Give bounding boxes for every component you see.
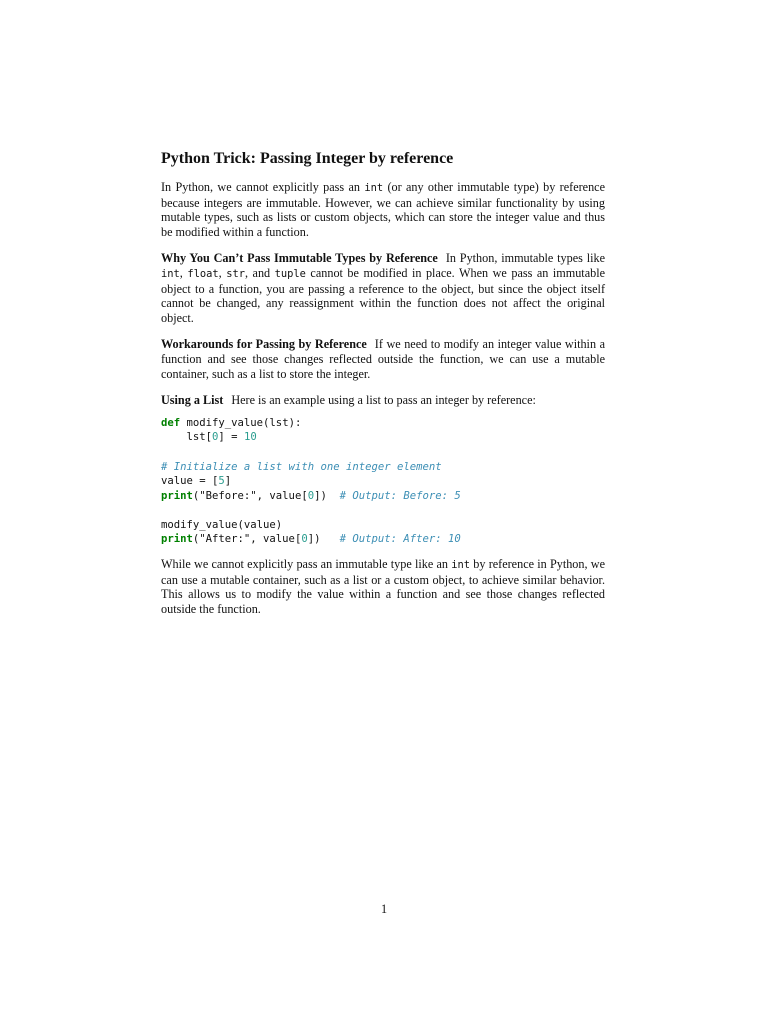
code-number: 10: [243, 431, 257, 444]
inline-code-int: int: [161, 267, 180, 280]
page-number: 1: [380, 902, 388, 916]
code-line-3: [161, 445, 605, 460]
code-text: ]): [307, 533, 340, 546]
code-comment: # Initialize a list with one integer element: [161, 460, 442, 473]
code-text: lst[: [161, 431, 213, 444]
inline-code-tuple: tuple: [274, 267, 306, 280]
code-number: 0: [212, 431, 219, 444]
section-heading-using-list: Using a List: [161, 393, 224, 408]
separator: ,: [179, 265, 188, 280]
code-line-7: [161, 503, 605, 518]
code-comment: # Output: Before: 5: [339, 489, 461, 502]
intro-paragraph: [161, 180, 605, 239]
code-keyword: print: [161, 533, 193, 546]
code-number: 0: [301, 533, 308, 546]
code-text: ("Before:", value[: [192, 489, 308, 502]
code-text: ] =: [218, 431, 244, 444]
inline-code-str: str: [226, 267, 245, 280]
code-text: modify_value(lst):: [180, 416, 302, 429]
code-text: ]): [314, 489, 340, 502]
section-immutable-text-b: cannot be modified in place. When we pass an immutable object to a function, you are passing a reference to the object, but since the object itself cannot be changed, any reassignment within the function does not affect the original object.: [161, 265, 605, 325]
code-line-6: [161, 489, 605, 504]
code-number: 0: [307, 489, 315, 502]
code-text: modify_value(value): [161, 518, 283, 531]
code-comment: # Output: After: 10: [339, 533, 461, 546]
code-number: 5: [218, 475, 225, 488]
section-using-list-text: Here is an example using a list to pass an integer by reference:: [231, 393, 536, 408]
code-text: ("After:", value[: [192, 533, 302, 546]
intro-text-b: (or any other immutable type) by reference because integers are immutable. However, we can achieve similar functionality by using mutable types, such as lists or custom objects, which can store the integer value and thus be modified within a function.: [161, 180, 605, 239]
section-workarounds-text: If we need to modify an integer value within a function and see those changes reflected outside the function, we can use a mutable container, such as a list to store the integer.: [161, 337, 605, 381]
inline-code-float: float: [187, 267, 219, 280]
section-heading-immutable: Why You Can’t Pass Immutable Types by Reference: [161, 251, 438, 266]
section-using-list: [161, 393, 605, 408]
inline-code-int: int: [364, 182, 384, 194]
code-text: value = [: [161, 475, 219, 488]
document-page: [161, 148, 605, 628]
code-line-1: [161, 416, 605, 431]
separator: ,: [218, 265, 227, 280]
section-immutable: [161, 251, 605, 325]
separator: , and: [244, 265, 275, 280]
code-keyword: def: [161, 416, 181, 429]
code-text: ]: [224, 475, 232, 488]
inline-code-int: int: [451, 559, 471, 572]
code-block: [161, 416, 605, 547]
conclusion-text-a: While we cannot explicitly pass an immutable type like an: [161, 557, 452, 572]
intro-text-a: In Python, we cannot explicitly pass an: [161, 180, 365, 194]
section-workarounds: [161, 337, 605, 381]
code-line-5: [161, 474, 605, 489]
code-keyword: print: [161, 489, 193, 502]
document-title: Python Trick: Passing Integer by reference: [161, 150, 454, 167]
code-line-4: [161, 460, 605, 475]
code-line-8: [161, 518, 605, 533]
section-immutable-text-a: In Python, immutable types like: [445, 251, 605, 266]
code-line-9: [161, 532, 605, 547]
code-line-2: [161, 430, 605, 445]
section-heading-workarounds: Workarounds for Passing by Reference: [161, 337, 367, 352]
conclusion-text-b: by reference in Python, we can use a mutable container, such as a list or a custom object, to achieve similar behavior. This allows us to modify the value within a function and see those changes reflected outside the function.: [161, 557, 605, 616]
conclusion-paragraph: [161, 557, 605, 616]
